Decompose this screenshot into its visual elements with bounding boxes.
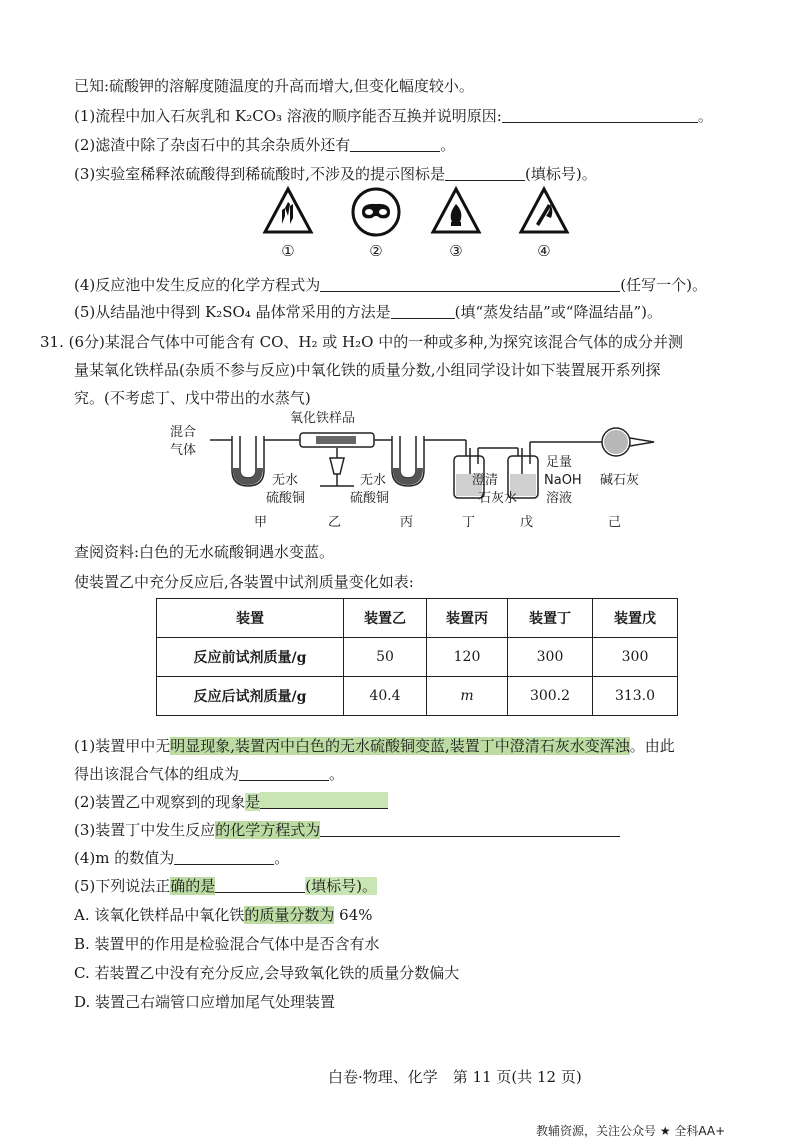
question-2: (2)滤渣中除了杂卤石中的其余杂质外还有 。 xyxy=(74,136,456,154)
table-intro: 使装置乙中充分反应后,各装置中试剂质量变化如表: xyxy=(74,573,414,591)
mass-table xyxy=(156,598,678,716)
goggles-icon: ② xyxy=(350,186,402,238)
question-31-line3: 究。(不考虑丁、戊中带出的水蒸气) xyxy=(74,389,311,407)
naoh-label: 溶液 xyxy=(546,491,573,506)
limewater-label: 石灰水 xyxy=(478,491,518,506)
question-31-line1: 31. (6分)某混合气体中可能含有 CO、H₂ 或 H₂O 中的一种或多种,为探究该混合气体的成分并测 xyxy=(40,333,683,351)
watermark-text: 教辅资源，关注公众号 ★ 全科AA+ xyxy=(536,1124,726,1138)
table-cell: 300 xyxy=(593,638,678,677)
device-label: 戊 xyxy=(520,515,534,530)
subq-4: (4)m 的数值为 。 xyxy=(74,849,290,867)
answer-blank[interactable] xyxy=(260,792,388,809)
question-5: (5)从结晶池中得到 K₂SO₄ 晶体常采用的方法是 (填“蒸发结晶”或“降温结晶”)。 xyxy=(74,303,662,321)
answer-blank[interactable] xyxy=(320,275,620,292)
table-cell: 反应前试剂质量/g xyxy=(157,638,344,677)
subq-5: (5)下列说法正确的是 (填标号)。 xyxy=(74,877,377,895)
naoh-label: NaOH xyxy=(544,473,582,488)
answer-blank[interactable] xyxy=(391,302,455,319)
question-3: (3)实验室稀释浓硫酸得到稀硫酸时,不涉及的提示图标是 (填标号)。 xyxy=(74,165,597,183)
highlight: 的质量分数为 xyxy=(244,906,335,924)
reference-note: 查阅资料:白色的无水硫酸铜遇水变蓝。 xyxy=(74,543,335,561)
table-header: 装置乙 xyxy=(344,599,427,638)
cuso4-label-b: 无水 xyxy=(360,473,387,488)
cuso4-label-b: 硫酸铜 xyxy=(350,491,390,506)
device-label: 丙 xyxy=(400,515,414,530)
question-4: (4)反应池中发生反应的化学方程式为 (任写一个)。 xyxy=(74,276,707,294)
answer-blank[interactable] xyxy=(174,848,274,865)
table-header-row xyxy=(157,599,678,638)
intro-text: 已知:硫酸钾的溶解度随温度的升高而增大,但变化幅度较小。 xyxy=(74,77,474,95)
table-header: 装置丙 xyxy=(427,599,508,638)
option-b: B. 装置甲的作用是检验混合气体中是否含有水 xyxy=(74,935,380,953)
answer-blank[interactable] xyxy=(445,164,525,181)
answer-blank[interactable] xyxy=(502,106,698,123)
page-footer: 白卷·物理、化学 第 11 页(共 12 页) xyxy=(328,1068,582,1086)
highlight: 确的是 xyxy=(170,877,216,895)
highlight: 明显现象,装置丙中白色的无水硫酸铜变蓝,装置丁中澄清石灰水变浑浊 xyxy=(170,737,630,755)
table-cell: 40.4 xyxy=(344,677,427,716)
table-cell: 反应后试剂质量/g xyxy=(157,677,344,716)
device-label: 甲 xyxy=(254,515,268,530)
table-cell: 300 xyxy=(508,638,593,677)
sample-label: 氧化铁样品 xyxy=(290,411,356,426)
table-header: 装置戊 xyxy=(593,599,678,638)
answer-blank[interactable] xyxy=(350,135,440,152)
table-row xyxy=(157,677,678,716)
highlight: 是 xyxy=(245,793,261,811)
limewater-label: 澄清 xyxy=(471,473,498,488)
device-label: 乙 xyxy=(328,515,342,530)
apparatus-diagram xyxy=(170,408,660,533)
answer-blank[interactable] xyxy=(215,876,305,893)
table-cell: 50 xyxy=(344,638,427,677)
subq-3: (3)装置丁中发生反应的化学方程式为 xyxy=(74,818,620,842)
flammable-warning-icon: ④ xyxy=(518,186,570,238)
table-cell: 120 xyxy=(427,638,508,677)
subq-1-cont: 得出该混合气体的组成为 。 xyxy=(74,765,345,783)
flame-icon: ③ xyxy=(430,186,482,238)
highlight: 的化学方程式为 xyxy=(215,821,321,839)
table-row xyxy=(157,638,678,677)
hand-protection-icon: ① xyxy=(262,186,314,238)
question-31-line2: 量某氧化铁样品(杂质不参与反应)中氧化铁的质量分数,小组同学设计如下装置展开系列探 xyxy=(74,361,661,379)
answer-blank[interactable] xyxy=(239,764,329,781)
gas-inlet-label: 气体 xyxy=(170,443,197,458)
table-cell: m xyxy=(427,677,508,716)
subq-1: (1)装置甲中无明显现象,装置丙中白色的无水硫酸铜变蓝,装置丁中澄清石灰水变浑浊。由此 xyxy=(74,737,675,755)
question-1: (1)流程中加入石灰乳和 K₂CO₃ 溶液的顺序能否互换并说明原因: 。 xyxy=(74,107,713,125)
device-label: 丁 xyxy=(462,515,476,530)
table-header: 装置丁 xyxy=(508,599,593,638)
option-c: C. 若装置乙中没有充分反应,会导致氧化铁的质量分数偏大 xyxy=(74,964,460,982)
table-cell: 313.0 xyxy=(593,677,678,716)
table-header: 装置 xyxy=(157,599,344,638)
gas-inlet-label: 混合 xyxy=(170,425,197,440)
sodalime-label: 碱石灰 xyxy=(600,473,640,488)
table-cell: 300.2 xyxy=(508,677,593,716)
cuso4-label-a: 硫酸铜 xyxy=(266,491,306,506)
cuso4-label-a: 无水 xyxy=(272,473,299,488)
subq-2: (2)装置乙中观察到的现象是 xyxy=(74,790,388,814)
answer-blank[interactable] xyxy=(320,820,620,837)
naoh-label: 足量 xyxy=(546,455,573,470)
option-a: A. 该氧化铁样品中氧化铁的质量分数为 64% xyxy=(74,906,373,924)
device-label: 己 xyxy=(608,515,622,530)
option-d: D. 装置己右端管口应增加尾气处理装置 xyxy=(74,993,336,1011)
